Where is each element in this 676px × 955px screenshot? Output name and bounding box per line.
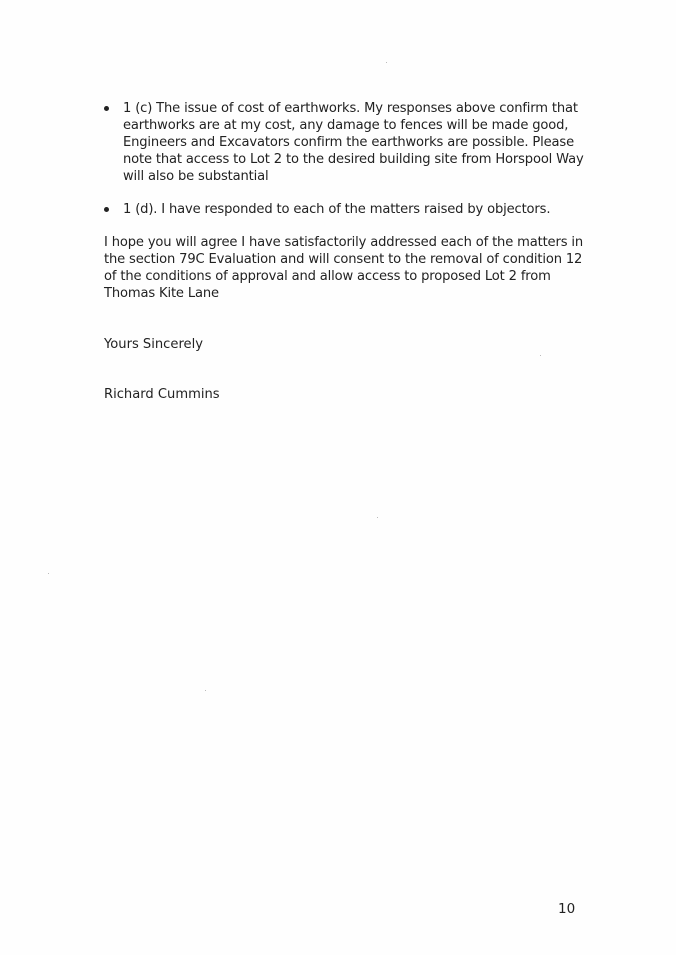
list-item — [104, 201, 584, 218]
list-item-text: 1 (d). I have responded to each of the matters raised by objectors. — [123, 202, 551, 217]
closing-paragraph: I hope you will agree I have satisfactorily addressed each of the matters in the section 79C Evaluation and will consent to the removal of condition 12 of the conditions of approval and allow access to proposed Lot 2 from Thomas Kite Lane — [104, 235, 584, 301]
valediction: Yours Sincerely — [104, 337, 203, 352]
scan-speck — [205, 690, 206, 691]
scan-speck — [377, 517, 378, 518]
list-item-text: 1 (c) The issue of cost of earthworks. My responses above confirm that earthworks are at my cost, any damage to fences will be made good, Engineers and Excavators confirm the earthworks are possible. Please note that access to Lot 2 to the desired building site from Horspool Way will also be substantial — [123, 101, 584, 184]
scan-speck — [386, 62, 387, 63]
scan-speck — [540, 355, 541, 356]
list-item — [104, 100, 584, 185]
page-number: 10 — [558, 901, 576, 917]
response-list — [104, 100, 584, 218]
bullet-icon — [104, 207, 109, 212]
scan-speck — [48, 573, 49, 574]
signatory-name: Richard Cummins — [104, 387, 220, 402]
bullet-icon — [104, 106, 109, 111]
letter-body — [104, 100, 584, 302]
